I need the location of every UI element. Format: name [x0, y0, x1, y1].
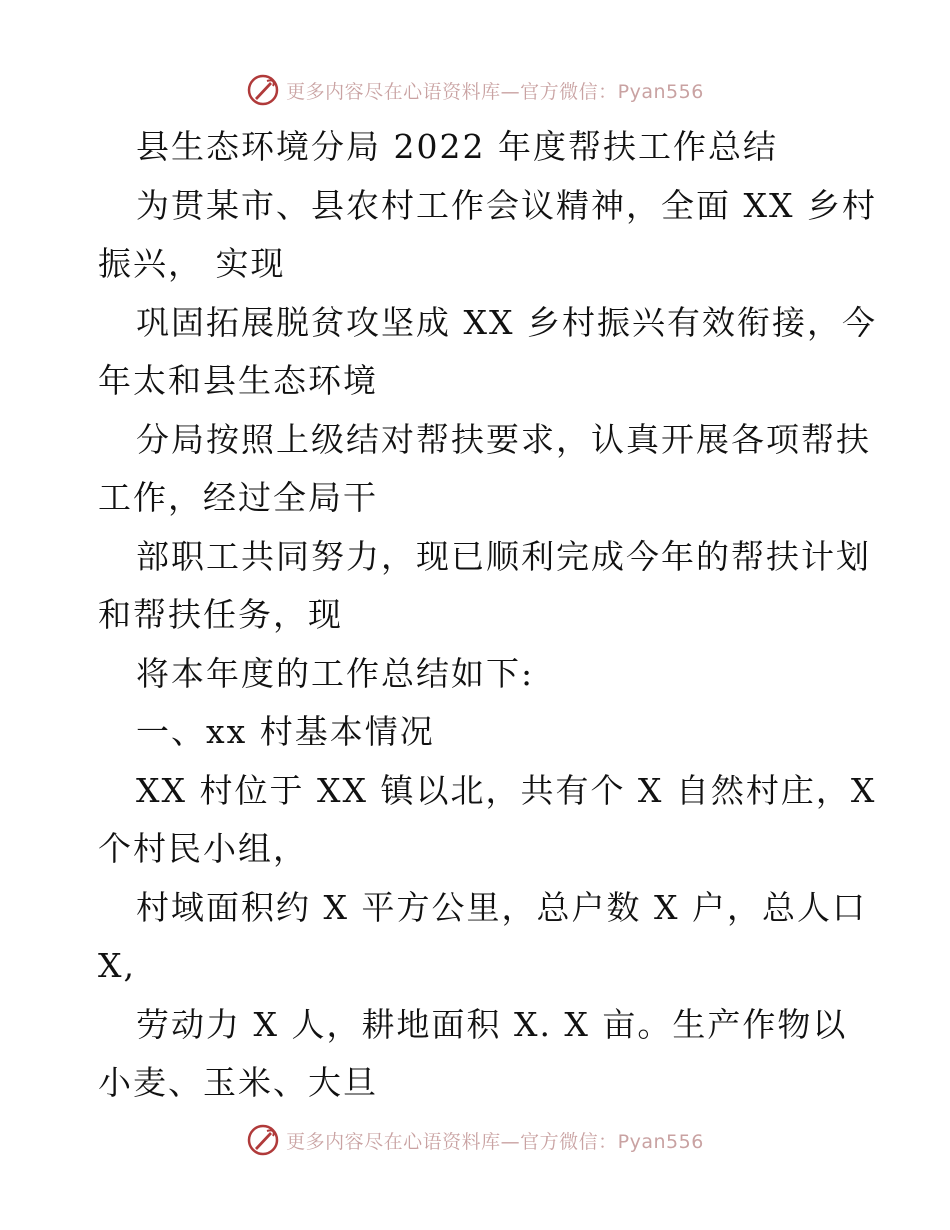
quill-seal-icon: [246, 73, 280, 107]
paragraph-line: 年太和县生态环境: [98, 361, 378, 400]
paragraph-line: 振兴， 实现: [98, 244, 286, 283]
paragraph-line: 巩固拓展脱贫攻坚成 XX 乡村振兴有效衔接，今: [136, 302, 877, 342]
paragraph-line: 分局按照上级结对帮扶要求，认真开展各项帮扶: [136, 419, 871, 459]
document-title: 县生态环境分局 2022 年度帮扶工作总结: [136, 127, 778, 166]
paragraph-line: 和帮扶任务，现: [98, 595, 343, 634]
quill-seal-icon: [246, 1123, 280, 1157]
footer-watermark: [0, 1120, 950, 1160]
paragraph-line: 村域面积约 X 平方公里，总户数 X 户，总人口: [136, 887, 867, 927]
paragraph-line: XX 村位于 XX 镇以北，共有个 X 自然村庄，X: [136, 770, 877, 810]
watermark-text: 更多内容尽在心语资料库—官方微信：Pyan556: [286, 80, 704, 103]
paragraph-line: 工作，经过全局干: [98, 478, 378, 517]
paragraph-line: 个村民小组，: [98, 829, 308, 868]
paragraph-line: 部职工共同努力，现已顺利完成今年的帮扶计划: [136, 536, 871, 576]
paragraph-line: X,: [98, 946, 136, 985]
document-body: [98, 118, 877, 1113]
header-watermark: [0, 70, 950, 110]
watermark-text: 更多内容尽在心语资料库—官方微信：Pyan556: [286, 1130, 704, 1153]
paragraph-line: 为贯某市、县农村工作会议精神，全面 XX 乡村: [136, 185, 877, 225]
section-heading: 一、xx 村基本情况: [136, 712, 435, 751]
paragraph-line: 将本年度的工作总结如下:: [136, 653, 535, 693]
paragraph-line: 劳动力 X 人，耕地面积 X. X 亩。生产作物以: [136, 1004, 848, 1044]
paragraph-line: 小麦、玉米、大旦: [98, 1063, 378, 1102]
